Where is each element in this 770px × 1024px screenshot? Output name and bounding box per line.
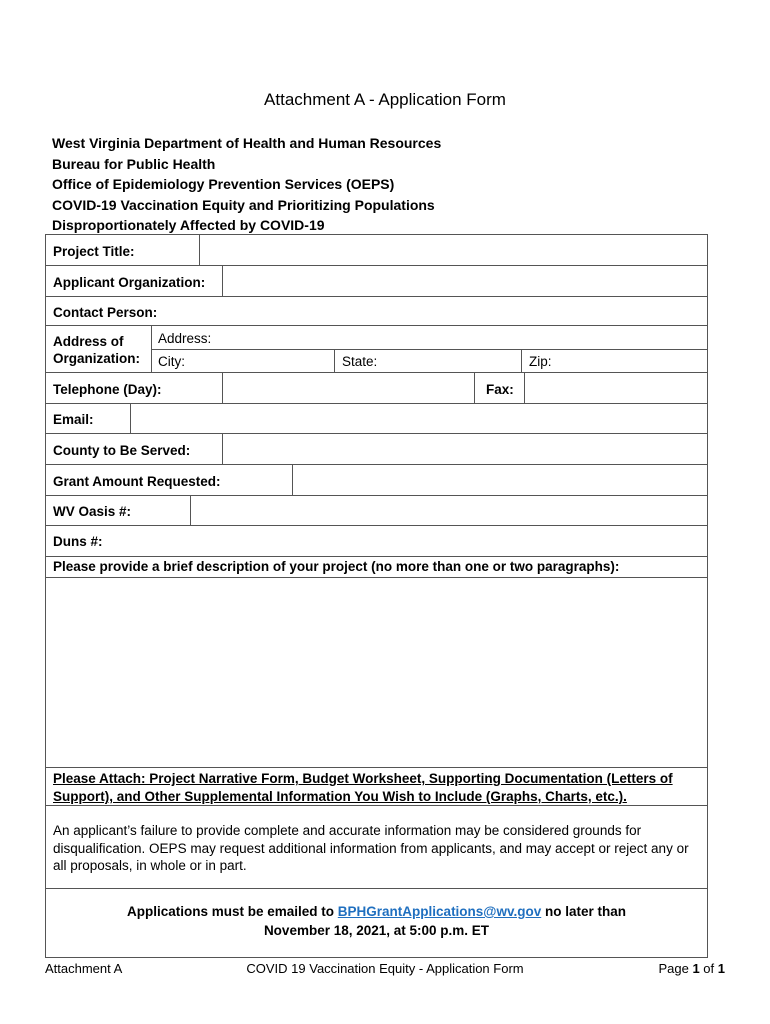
header-line: COVID-19 Vaccination Equity and Prioritizing Populations	[52, 196, 435, 213]
fax-label: Fax:	[486, 382, 514, 397]
attach-note: Please Attach: Project Narrative Form, Budget Worksheet, Supporting Documentation (Letters of Support), and Other Supplemental Information You Wish to Include (Graphs, Charts, etc.).	[53, 771, 673, 804]
grant-amount-field[interactable]	[293, 465, 707, 495]
disqualification-notice: An applicant’s failure to provide complete and accurate information may be considered grounds for disqualification. OEPS may request additional information from applicants, and may accept or reject any or all proposals, in whole or in part.	[53, 823, 689, 873]
fax-field[interactable]	[525, 373, 707, 403]
grant-amount-label: Grant Amount Requested:	[53, 474, 221, 489]
description-prompt-row	[46, 557, 707, 578]
applicant-organization-field[interactable]	[223, 266, 707, 296]
telephone-field[interactable]	[223, 373, 473, 403]
telephone-row	[46, 373, 707, 404]
wv-oasis-label: WV Oasis #:	[53, 504, 132, 519]
wv-oasis-row	[46, 496, 707, 526]
page-number	[658, 961, 725, 976]
applicant-organization-row	[46, 266, 707, 297]
submit-text-pre: Applications must be emailed to	[127, 904, 338, 919]
description-prompt-label: Please provide a brief description of your project (no more than one or two paragraphs):	[53, 559, 620, 574]
duns-label: Duns #:	[53, 534, 103, 549]
submission-deadline: November 18, 2021, at 5:00 p.m. ET	[263, 923, 490, 938]
email-link[interactable]: BPHGrantApplications@wv.gov	[337, 904, 542, 919]
header-line: Disproportionately Affected by COVID-19	[52, 217, 325, 233]
telephone-label: Telephone (Day):	[53, 382, 162, 397]
city-sublabel: City:	[158, 354, 185, 369]
header-line: West Virginia Department of Health and Human Resources	[52, 135, 442, 151]
project-title-row	[46, 235, 707, 266]
submit-text-post: no later than	[541, 904, 626, 919]
duns-row	[46, 526, 707, 557]
address-of-label: Address of	[53, 334, 124, 349]
footer-center: COVID 19 Vaccination Equity - Application Form	[246, 961, 524, 976]
email-label: Email:	[53, 412, 94, 427]
county-row	[46, 434, 707, 465]
contact-person-field[interactable]	[176, 297, 707, 325]
grant-amount-row	[46, 465, 707, 496]
email-field[interactable]	[131, 404, 707, 433]
organization-label: Organization:	[53, 351, 140, 366]
page-total: 1	[717, 961, 725, 976]
email-row	[46, 404, 707, 434]
county-field[interactable]	[223, 434, 707, 464]
zip-sublabel: Zip:	[529, 354, 552, 369]
project-title-field[interactable]	[200, 235, 707, 265]
application-form	[45, 234, 708, 958]
page-word: Page	[658, 961, 693, 976]
state-sublabel: State:	[342, 354, 378, 369]
header-line: Office of Epidemiology Prevention Services (OEPS)	[52, 176, 395, 192]
footer-left: Attachment A	[45, 961, 123, 976]
submission-instructions	[46, 902, 707, 940]
page-current: 1	[692, 961, 700, 976]
duns-field[interactable]	[191, 526, 707, 556]
address-sublabel: Address:	[158, 331, 212, 346]
header-line: Bureau for Public Health	[52, 155, 216, 172]
of-word: of	[699, 961, 718, 976]
county-label: County to Be Served:	[53, 443, 191, 458]
contact-person-label: Contact Person:	[53, 305, 158, 320]
applicant-organization-label: Applicant Organization:	[53, 275, 206, 290]
address-row	[46, 326, 707, 373]
page-title: Attachment A - Application Form	[264, 90, 506, 109]
project-title-label: Project Title:	[53, 244, 135, 259]
contact-person-row	[46, 297, 707, 326]
agency-header	[52, 133, 441, 236]
description-box[interactable]	[46, 578, 707, 768]
wv-oasis-field[interactable]	[191, 496, 707, 525]
address-field[interactable]	[152, 326, 707, 348]
